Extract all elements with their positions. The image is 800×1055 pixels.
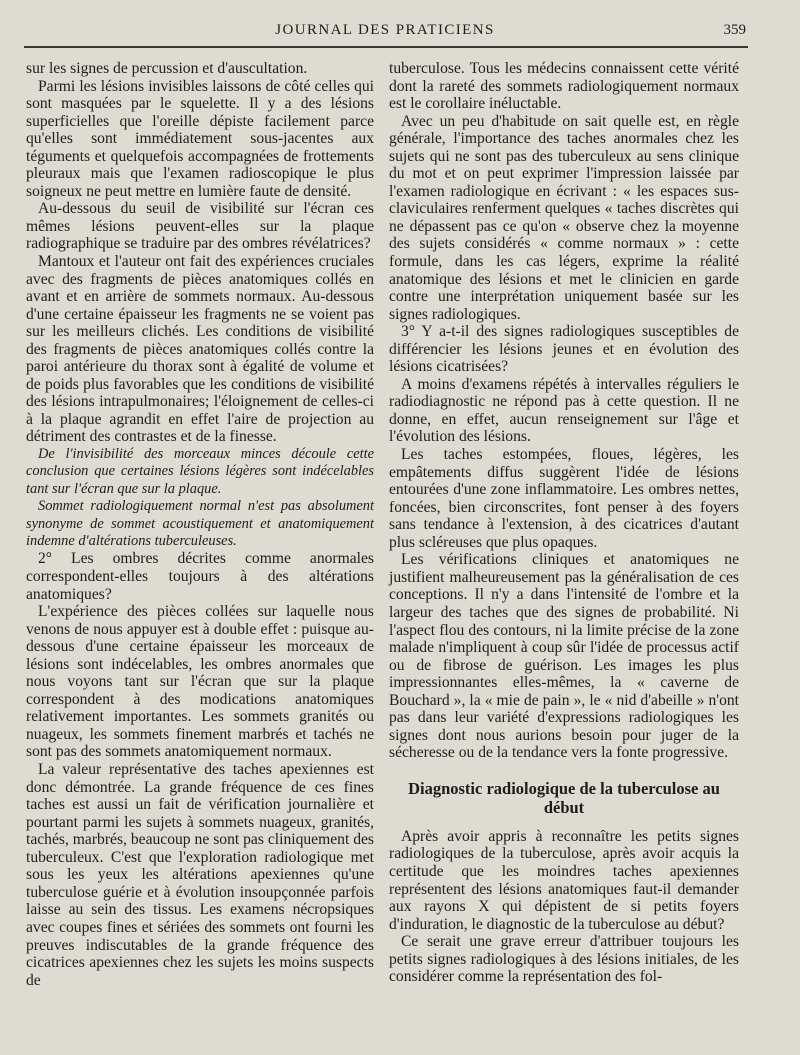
italic-conclusion: Sommet radiologiquement normal n'est pas absolument synonyme de sommet acoustiquement et anatomiquement indemne d'altérations tuberculeuses. bbox=[26, 498, 374, 550]
paragraph: 3° Y a-t-il des signes radiologiques susceptibles de différencier les lésions jeunes et en évolution des lésions cicatrisées? bbox=[389, 323, 739, 376]
page-header bbox=[24, 22, 746, 44]
italic-conclusion: De l'invisibilité des morceaux minces découle cette conclusion que certaines lésions légères sont indécelables tant sur l'écran que sur la plaque. bbox=[26, 446, 374, 497]
running-title: JOURNAL DES PRATICIENS bbox=[275, 22, 495, 38]
paragraph: La valeur représentative des taches apexiennes est donc démontrée. La grande fréquence de ces fines taches est aussi un fait de vérification journalière et pourtant parmi les sujets à sommets nuageux, granités, tachés, marbrés, beaucoup ne sont pas cliniquement des tuberculeux. C'est que l'exploration radiologique met sous les yeux les altérations apexiennes qu'une tuberculose guérie et à évolution insoupçonnée parfois laisse au sein des tissus. Les examens nécropsiques avec coupes fines et sériées des sommets ont fourni les preuves indiscutables de la grande fréquence des cicatrices apexiennes chez les sujets les moins suspects de bbox=[26, 761, 374, 989]
paragraph: A moins d'examens répétés à intervalles réguliers le radiodiagnostic ne répond pas à cette question. Il ne donne, en effet, aucun renseignement sur l'âge et l'évolution des lésions. bbox=[389, 375, 739, 446]
paragraph: Les vérifications cliniques et anatomiques ne justifient malheureusement pas la généralisation de ces conceptions. Il n'y a dans l'intensité de l'ombre et la largeur des taches que des signes de probabilité. Ni l'aspect flou des contours, ni la limite précise de la zone malade n'impliquent à coup sûr l'idée de processus actif ou de fibrose de guérison. Les images les plus impressionnantes elles-mêmes, la « caverne de Bouchard », la « mie de pain », le « nid d'abeille » n'ont pas dans leur variété d'expressions radiologiques les signes dont nous aurions besoin pour juger de la sécheresse ou de la tendance vers la fonte progressive. bbox=[389, 551, 739, 762]
section-heading: Diagnostic radiologique de la tuberculose au début bbox=[408, 778, 720, 817]
paragraph: 2° Les ombres décrites comme anormales correspondent-elles toujours à des altérations anatomiques? bbox=[26, 550, 374, 603]
paragraph: Après avoir appris à reconnaître les petits signes radiologiques de la tuberculose, après avoir acquis la certitude que les moindres taches apexiennes représentent des lésions anatomiques faut-il demander aux rayons X qui dépistent de si petits foyers d'induration, le diagnostic de la tuberculose au début? bbox=[389, 827, 739, 933]
paragraph: Parmi les lésions invisibles laissons de côté celles qui sont masquées par le squelette. Il y a des lésions superficielles que l'oreille dépiste facilement parce qu'elles sont immédiatement sous-jacentes aux téguments et quelquefois accompagnées de frottements pleuraux mais que l'examen radioscopique le plus soigneux ne peut mettre en lumière faute de densité. bbox=[26, 77, 374, 200]
page-number: 359 bbox=[723, 22, 746, 38]
header-rule bbox=[24, 46, 748, 48]
paragraph: tuberculose. Tous les médecins connaissent cette vérité dont la rareté des sommets radiologiquement normaux est le corollaire inéluctable. bbox=[389, 60, 739, 113]
paragraph: Les taches estompées, floues, légères, les empâtements diffus suggèrent l'idée de lésions entourées d'une zone inflammatoire. Les ombres nettes, foncées, bien circonscrites, font penser à des foyers sans tendance à l'extension, à des cicatrices d'autant plus scléreuses que plus opaques. bbox=[389, 446, 739, 551]
paragraph: Avec un peu d'habitude on sait quelle est, en règle générale, l'importance des taches anormales chez les sujets qui ne sont pas des tuberculeux au sens clinique du mot et on peut exprimer l'impression laissée par l'examen radiologique en écrivant : « les espaces sus-claviculaires renferment quelques « taches discrètes qui ne dépassent pas ce qu'on « observe chez la moyenne des sujets considérés « comme normaux » : cette formule, dans les cas légers, exprime la réalité anatomique des lésions et met le clinicien en garde contre une interprétation uniquement basée sur les signes radiologiques. bbox=[389, 112, 739, 323]
paragraph: sur les signes de percussion et d'auscultation. bbox=[26, 60, 308, 77]
paragraph: Au-dessous du seuil de visibilité sur l'écran ces mêmes lésions peuvent-elles sur la plaque radiographique se traduire par des ombres révélatrices? bbox=[26, 200, 374, 253]
paragraph: Ce serait une grave erreur d'attribuer toujours les petits signes radiologiques à des lésions initiales, de les considérer comme la représentation des fol- bbox=[389, 933, 739, 986]
paragraph: Mantoux et l'auteur ont fait des expériences cruciales avec des fragments de pièces anatomiques collés en avant et en arrière de sommets normaux. Au-dessous d'une certaine épaisseur les fragments ne se voient pas sur les meilleurs clichés. Les conditions de visibilité des fragments de pièces anatomiques collés contre la paroi antérieure du thorax sont à égalité de volume et de poids plus favorables que les conditions de visibilité des lésions intrapulmonaires; l'éloignement de celles-ci à la plaque agrandit en effet l'aire de projection au détriment des contrastes et de la finesse. bbox=[26, 253, 374, 446]
right-column bbox=[389, 60, 739, 986]
paragraph: L'expérience des pièces collées sur laquelle nous venons de nous appuyer est à double effet : puisque au-dessous d'une certaine épaisseur les morceaux de lésions sont indécelables, les ombres anormales que nous voyons tant sur l'écran que sur la plaque correspondent à des modications anatomiques relativement importantes. Les sommets granités ou nuageux, les sommets finement marbrés et tachés ne sont pas des sommets anatomiquement normaux. bbox=[26, 603, 374, 761]
left-column bbox=[26, 60, 374, 989]
